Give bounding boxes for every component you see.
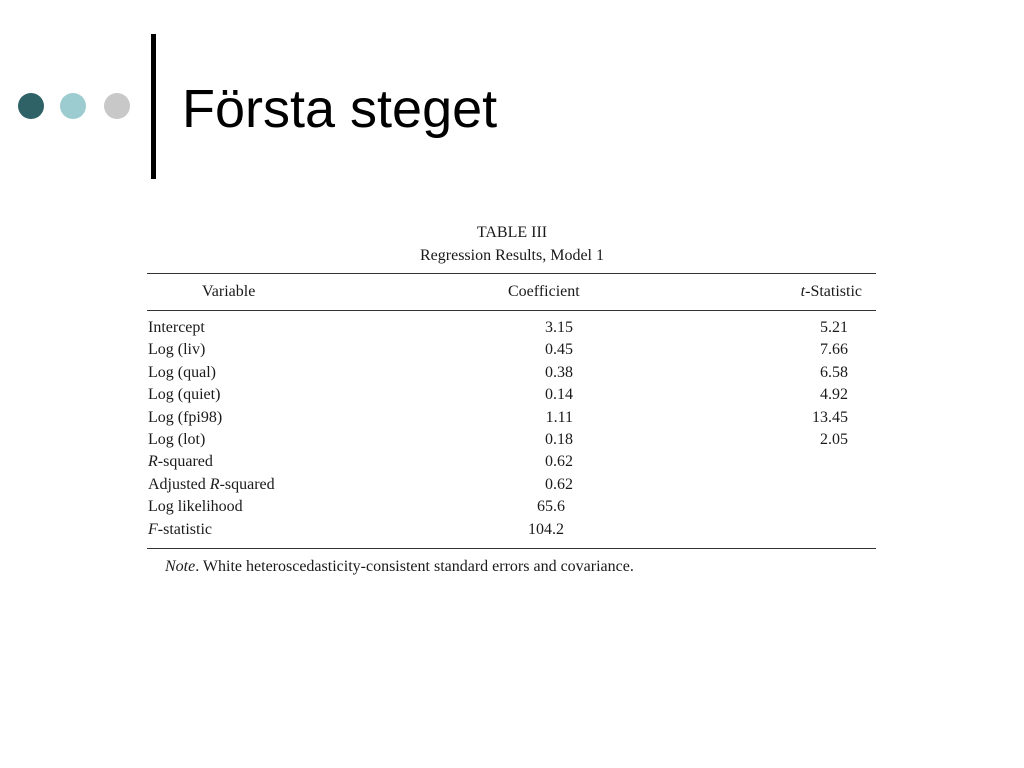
table-row [0,496,1024,518]
cell-coefficient: 1.11 [545,408,573,426]
table-row [0,429,1024,451]
cell-variable [148,407,222,429]
cell-variable [148,384,220,406]
header-coefficient: Coefficient [508,283,580,300]
cell-coefficient: 65.6 [537,498,565,516]
cell-variable [148,362,216,384]
header-variable: Variable [202,283,256,300]
cell-t-statistic: 13.45 [812,408,848,426]
variable-label-part: R [148,453,158,471]
variable-label-part: Log likelihood [148,498,243,516]
variable-label-part: Log (quiet) [148,386,221,404]
cell-variable [148,339,205,361]
cell-coefficient: 0.14 [545,386,573,404]
cell-t-statistic: 6.58 [820,363,848,381]
table-note [165,557,634,577]
cell-variable [148,429,205,451]
table-row [0,519,1024,541]
variable-label-part: -squared [157,453,213,471]
cell-t-statistic: 7.66 [820,341,848,359]
cell-variable [148,519,212,541]
cell-variable [148,451,213,473]
variable-label-part: -squared [219,475,275,493]
header-t-italic: t [800,283,806,300]
header-rule [147,310,876,311]
variable-label-part: Log (lot) [148,431,206,448]
table-row [0,339,1024,361]
table-top-rule [147,273,876,274]
cell-variable [148,317,205,339]
variable-label-part: Adjusted [148,475,210,493]
table-caption-title: Regression Results, Model 1 [420,247,604,264]
note-text: . White heteroscedasticity-consistent standard errors and covariance. [195,558,634,575]
note-label: Note [165,558,196,575]
table-row [0,474,1024,496]
header-t-rest: -Statistic [805,283,862,300]
cell-t-statistic: 4.92 [820,386,848,404]
cell-coefficient: 0.62 [545,453,573,471]
cell-coefficient: 0.45 [545,341,573,359]
table-row [0,407,1024,429]
cell-coefficient: 104.2 [528,520,564,538]
header-t-statistic [801,282,862,302]
variable-label-part: Intercept [148,319,205,336]
variable-label-part: Log (qual) [148,363,216,381]
cell-variable [148,474,275,496]
variable-label-part: Log (fpi98) [148,408,223,426]
table-bottom-rule [147,548,876,549]
cell-t-statistic: 2.05 [820,431,848,448]
variable-label-part: F [148,520,158,538]
cell-coefficient: 0.38 [545,363,573,381]
table-row [0,451,1024,473]
cell-variable [148,496,243,518]
cell-coefficient: 3.15 [545,319,573,336]
variable-label-part: -statistic [157,520,212,538]
cell-coefficient: 0.62 [545,475,573,493]
table-row [0,384,1024,406]
variable-label-part: Log (liv) [148,341,206,359]
table-row [0,362,1024,384]
slide-title: Första steget [182,79,498,139]
table-row [0,317,1024,339]
table-caption-number: TABLE III [476,224,548,241]
cell-coefficient: 0.18 [545,431,573,448]
cell-t-statistic: 5.21 [820,319,848,336]
variable-label-part: R [209,475,220,493]
